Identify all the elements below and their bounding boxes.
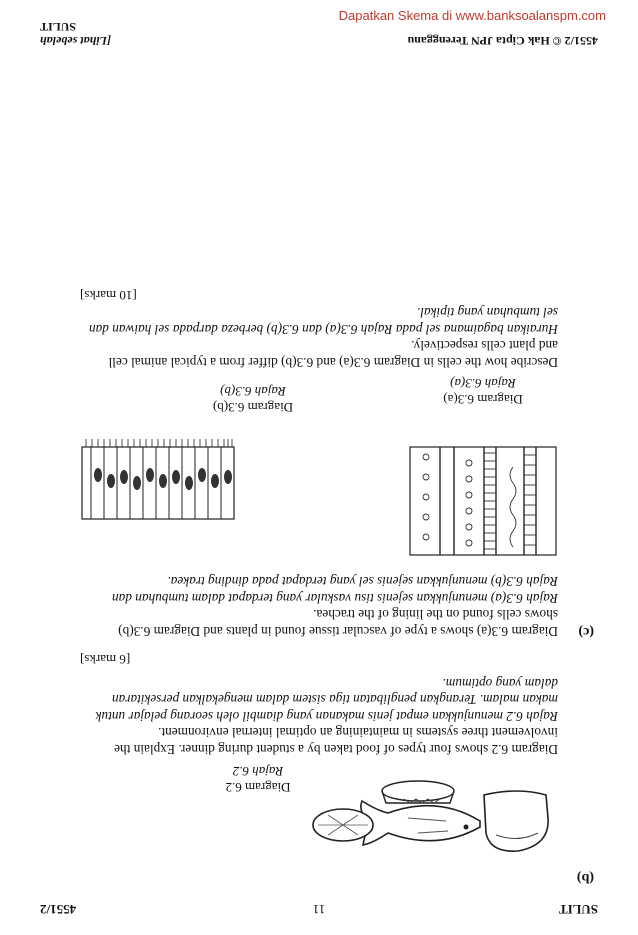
question-b-malay: Rajah 6.2 menunjukkan empat jenis makanan yang diambil oleh seorang pelajar untuk makan malam. Terangkan penglibatan tiga sistem dalam mengekalkan persekitaran dalam yang optimum.	[95, 676, 558, 724]
diagram-6-3a-xylem	[408, 445, 558, 557]
diagram-6-3b-caption	[178, 383, 328, 415]
question-b-english: Diagram 6.2 shows four types of food taken by a student during dinner. Explain the involvement three systems in maintaining an optimal internal environment.	[114, 725, 558, 757]
question-c-task-english: Describe how the cells in Diagram 6.3(a) and 6.3(b) differ from a typical animal cell and plant cells respectively.	[108, 338, 558, 370]
diagram-6-2-title: Diagram 6.2	[225, 780, 291, 795]
question-b-text	[88, 675, 558, 758]
bread-drawing	[484, 791, 548, 851]
question-c-english: Diagram 6.3(a) shows a type of vascular tissue found in plants and Diagram 6.3(b) shows cells found on the lining of the trachea.	[118, 607, 558, 639]
footer-turn-over: [Lihat sebelah	[40, 34, 111, 48]
question-b-label: (b)	[576, 870, 594, 885]
exam-page	[0, 20, 638, 935]
diagram-6-3b-title: Diagram 6.3(b)	[212, 400, 294, 415]
footer-right	[40, 20, 111, 48]
diagram-6-3a-title: Diagram 6.3(a)	[443, 392, 523, 407]
dessert-drawing	[382, 781, 454, 803]
footer-sulit: SULIT	[40, 20, 77, 34]
header-paper-code: 4551/2	[40, 902, 77, 917]
diagram-6-3a-caption	[408, 375, 558, 407]
rajah-6-3b-title: Rajah 6.3(b)	[220, 384, 286, 399]
question-c-task	[88, 304, 558, 370]
page-number: 11	[312, 902, 326, 917]
fish-drawing	[361, 801, 480, 845]
rajah-6-2-title: Rajah 6.2	[232, 764, 284, 779]
diagram-6-2-caption	[178, 763, 338, 795]
question-c-text	[88, 573, 558, 639]
question-c-malay: Rajah 6.3(a) menunjukkan sejenis tisu vaskular yang terdapat dalam tumbuhan dan Rajah 6.3(b) menunjukkan sejenis sel yang terdapat pada dinding trakea.	[111, 574, 558, 606]
vegetable-drawing	[313, 809, 373, 841]
question-c-label: (c)	[578, 624, 594, 639]
question-b-marks: [6 marks]	[80, 652, 131, 667]
diagram-6-3b-trachea-cells	[78, 437, 238, 527]
question-c-marks: [10 marks]	[80, 288, 137, 303]
watermark[interactable]: Dapatkan Skema di www.banksoalanspm.com	[338, 8, 606, 23]
question-c-task-malay: Huraikan bagaimana sel pada Rajah 6.3(a) dan 6.3(b) berbeza darpada sel haiwan dan sel tumbuhan yang tipikal.	[88, 305, 558, 337]
footer-copyright: 4551/2 © Hak Cipta JPN Terengganu	[407, 34, 598, 48]
header-sulit: SULIT	[558, 902, 598, 917]
rajah-6-3a-title: Rajah 6.3(a)	[450, 376, 516, 391]
